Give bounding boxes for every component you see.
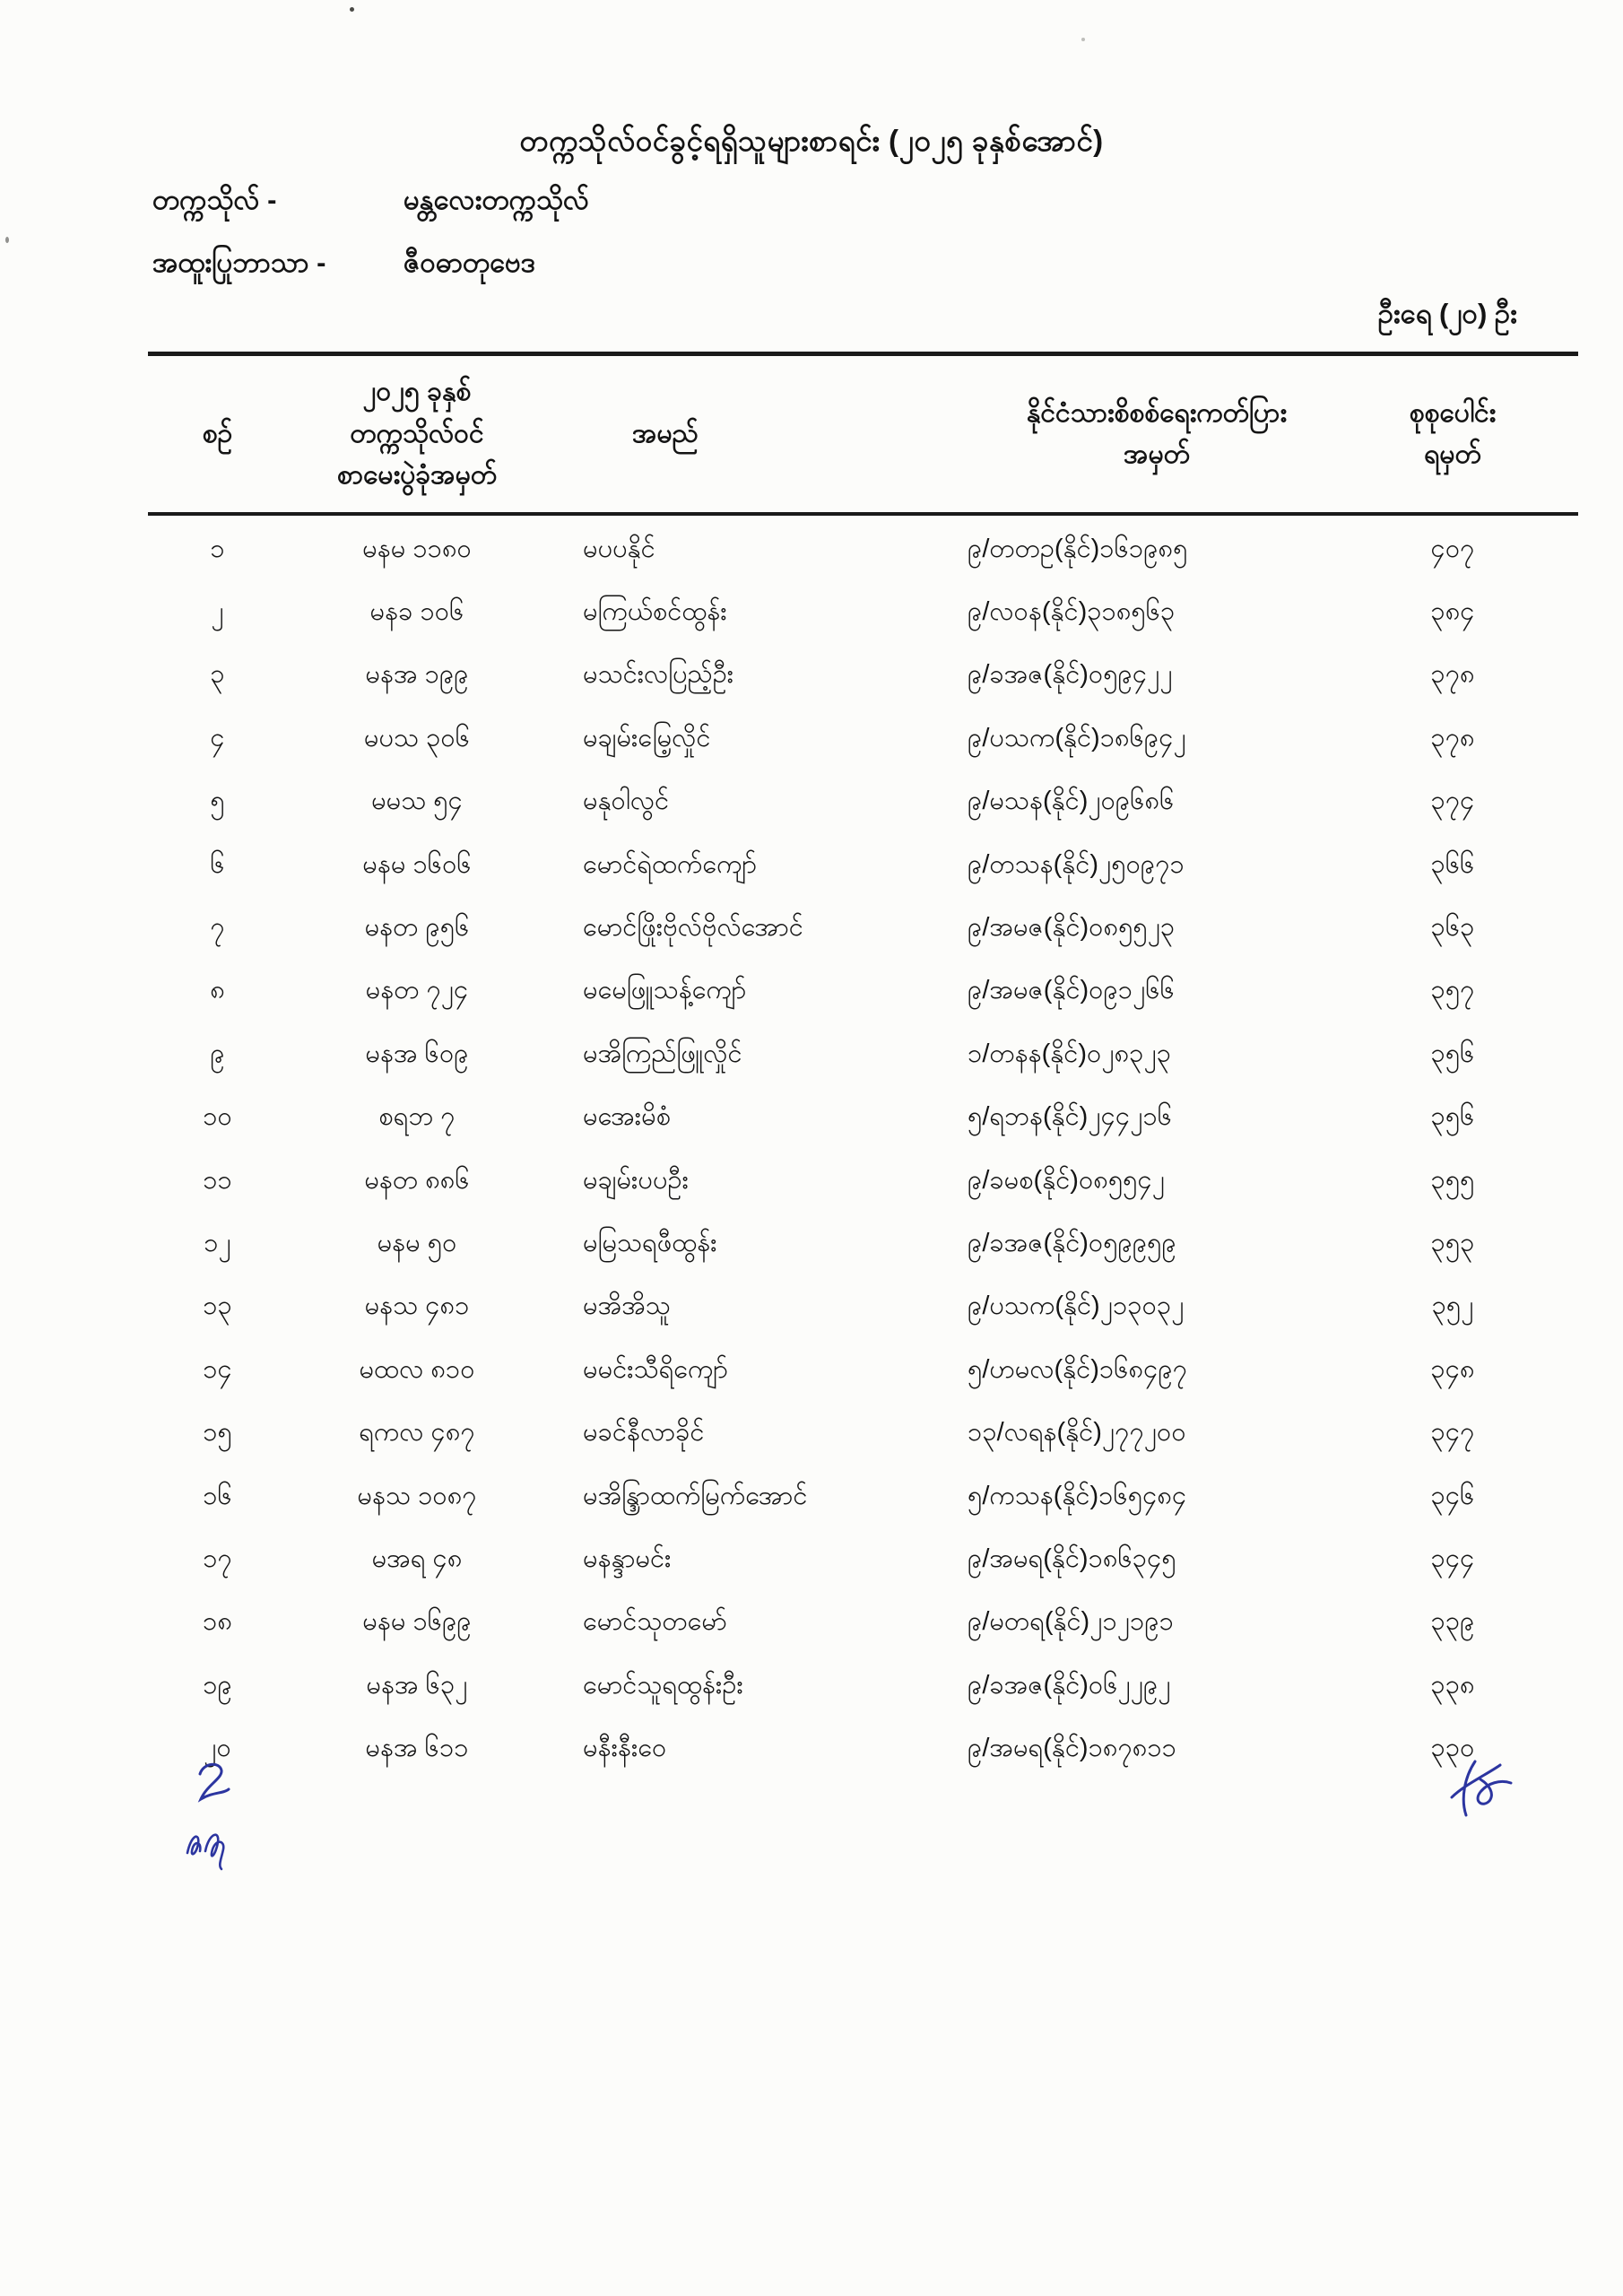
cell-total: ၃၆၃ <box>1430 913 1475 943</box>
header-nrc-line1: နိုင်ငံသားစိစစ်ရေးကတ်ပြား <box>1026 397 1288 428</box>
table-row <box>148 961 1578 1024</box>
table-row <box>148 1340 1578 1403</box>
cell-roll: မနသ ၁၀၈၇ <box>357 1481 477 1510</box>
handwritten-initials <box>184 1826 241 1876</box>
cell-name: မကြယ်စင်ထွန်း <box>583 597 727 627</box>
cell-name: မောင်သုတမော် <box>583 1607 727 1637</box>
cell-name: မသင်းလပြည့်ဦး <box>583 660 734 690</box>
table-row <box>148 582 1578 645</box>
cell-serial: ၅ <box>210 787 225 816</box>
cell-nrc: ၉/မသန(နိုင်)၂၀၉၆၈၆ <box>968 787 1175 816</box>
header-name: အမည် <box>632 418 699 448</box>
cell-name: မအိန္ဒြာထက်မြက်အောင် <box>583 1481 808 1510</box>
headcount-note: ဦးရေ (၂၀) ဦး <box>1377 298 1517 329</box>
cell-total: ၃၇၈ <box>1430 723 1475 752</box>
cell-nrc: ၉/ခမစ(နိုင်)၀၈၅၅၄၂ <box>968 1165 1166 1195</box>
cell-roll: မနအ ၆၃၂ <box>366 1670 468 1700</box>
header-serial: စဉ် <box>202 418 233 448</box>
table-header-row <box>148 352 1578 516</box>
header-roll-number <box>287 371 547 497</box>
cell-nrc: ၉/မတရ(နိုင်)၂၁၂၁၉၁ <box>968 1607 1174 1637</box>
cell-nrc: ၉/အမဇ(နိုင်)၀၈၅၅၂၃ <box>968 913 1176 943</box>
table-row <box>148 898 1578 961</box>
cell-total: ၃၄၄ <box>1430 1544 1475 1573</box>
cell-name: မောင်ဖြိုးဗိုလ်ဗိုလ်အောင် <box>583 913 803 943</box>
cell-name: မအိအိသူ <box>583 1292 671 1321</box>
table-row <box>148 646 1578 709</box>
cell-total: ၃၃၀ <box>1430 1734 1475 1763</box>
cell-name: မအေးမိစံ <box>583 1102 672 1132</box>
cell-name: မောင်သူရထွန်းဦး <box>583 1670 743 1700</box>
table-row <box>148 709 1578 771</box>
scan-speckle <box>350 7 354 12</box>
cell-name: မောင်ရဲထက်ကျော် <box>583 849 758 879</box>
cell-serial: ၁၅ <box>203 1418 232 1448</box>
cell-serial: ၁ <box>210 534 225 563</box>
cell-name: မမြသရဖီထွန်း <box>583 1228 717 1257</box>
cell-nrc: ၅/ဟမလ(နိုင်)၁၆၈၄၉၇ <box>968 1354 1188 1384</box>
cell-name: မချမ်းပပဦး <box>583 1165 689 1195</box>
cell-serial: ၃ <box>210 660 225 690</box>
cell-roll: မနမ ၅၀ <box>377 1228 457 1257</box>
header-roll-line1: ၂၀၂၅ ခုနှစ် <box>362 377 472 407</box>
university-value: မန္တလေးတက္ကသိုလ် <box>404 184 590 215</box>
cell-roll: မနမ ၁၆၀၆ <box>362 849 472 879</box>
cell-name: မအိကြည်ဖြူလှိုင် <box>583 1039 742 1068</box>
table-row <box>148 1024 1578 1087</box>
table-row <box>148 1529 1578 1592</box>
header-total-line2: ရမှတ် <box>1424 439 1481 469</box>
cell-nrc: ၉/တတဥ(နိုင်)၁၆၁၉၈၅ <box>968 534 1188 563</box>
cell-name: မနန္ဒာမင်း <box>583 1544 672 1573</box>
cell-serial: ၁၈ <box>203 1607 232 1637</box>
cell-nrc: ၅/ကသန(နိုင်)၁၆၅၄၈၄ <box>968 1481 1187 1510</box>
table-row <box>148 1593 1578 1656</box>
cell-total: ၃၄၈ <box>1430 1354 1475 1384</box>
cell-name: မမင်းသီရိကျော် <box>583 1354 728 1384</box>
cell-serial: ၇ <box>210 913 225 943</box>
cell-serial: ၁၀ <box>203 1102 232 1132</box>
cell-nrc: ၉/ခအဇ(နိုင်)၀၆၂၂၉၂ <box>968 1670 1171 1700</box>
cell-name: မခင်နီလာခိုင် <box>583 1418 705 1448</box>
cell-nrc: ၉/လဝန(နိုင်)၃၁၈၅၆၃ <box>968 597 1176 627</box>
cell-nrc: ၉/တသန(နိုင်)၂၅၀၉၇၁ <box>968 849 1185 879</box>
subject-value: ဇီဝဓာတုဗေဒ <box>404 247 535 278</box>
cell-roll: မထလ ၈၁၀ <box>359 1354 475 1384</box>
table-row <box>148 772 1578 835</box>
cell-roll: မနအ ၆၀၉ <box>365 1039 469 1068</box>
scan-speckle <box>5 237 9 243</box>
cell-serial: ၆ <box>210 849 225 879</box>
header-total-marks <box>1327 393 1578 476</box>
cell-nrc: ၉/ပသက(နိုင်)၁၈၆၉၄၂ <box>968 723 1186 752</box>
cell-nrc: ၉/ခအဇ(နိုင်)၀၅၉၉၅၉ <box>968 1228 1176 1257</box>
cell-total: ၃၅၂ <box>1431 1292 1474 1321</box>
cell-roll: မမသ ၅၄ <box>371 787 463 816</box>
cell-nrc: ၁၃/လရန(နိုင်)၂၇၇၂၀၀ <box>968 1418 1186 1448</box>
cell-name: မချမ်းမြေ့လှိုင် <box>583 723 711 752</box>
cell-roll: မနသ ၄၈၁ <box>364 1292 470 1321</box>
cell-total: ၃၇၈ <box>1430 660 1475 690</box>
cell-roll: မနတ ၉၅၆ <box>364 913 470 943</box>
handwritten-signature <box>1448 1758 1520 1822</box>
cell-serial: ၁၉ <box>203 1670 232 1700</box>
cell-serial: ၉ <box>210 1039 225 1068</box>
table-row <box>148 1277 1578 1340</box>
cell-serial: ၄ <box>210 723 225 752</box>
subject-label: အထူးပြုဘာသာ - <box>152 247 326 278</box>
cell-roll: မနအ ၆၁၁ <box>365 1734 469 1763</box>
table-row <box>148 1403 1578 1465</box>
cell-roll: မနမ ၁၁၈၀ <box>362 534 472 563</box>
cell-total: ၃၅၆ <box>1430 1102 1475 1132</box>
cell-total: ၃၈၄ <box>1430 597 1475 627</box>
cell-name: မနီးနီးဝေ <box>583 1734 667 1763</box>
cell-nrc: ၉/အမရ(နိုင်)၁၈၇၈၁၁ <box>968 1734 1176 1763</box>
document-title: တက္ကသိုလ်ဝင်ခွင့်ရရှိသူများစာရင်း (၂၀၂၅ ခုနှစ်အောင်) <box>519 124 1104 157</box>
cell-total: ၄၀၇ <box>1430 534 1475 563</box>
handwritten-check-mark <box>193 1760 236 1813</box>
cell-serial: ၈ <box>210 976 225 1005</box>
cell-serial: ၁၆ <box>203 1481 232 1510</box>
cell-roll: မနခ ၁၀၆ <box>369 597 464 627</box>
cell-name: မနုဝါလွင် <box>583 787 670 816</box>
table-row <box>148 1213 1578 1276</box>
university-label: တက္ကသိုလ် - <box>152 184 277 215</box>
header-total-line1: စုစုပေါင်း <box>1409 397 1497 428</box>
cell-total: ၃၅၆ <box>1430 1039 1475 1068</box>
cell-roll: မအရ ၄၈ <box>371 1544 463 1573</box>
header-nrc-line2: အမှတ် <box>1124 439 1190 469</box>
table-row <box>148 1656 1578 1718</box>
cell-serial: ၁၂ <box>204 1228 231 1257</box>
cell-total: ၃၇၄ <box>1430 787 1475 816</box>
cell-total: ၃၅၇ <box>1430 976 1475 1005</box>
cell-total: ၃၄၇ <box>1430 1418 1475 1448</box>
table-row <box>148 1718 1578 1781</box>
cell-roll: မနတ ၈၈၆ <box>364 1165 470 1195</box>
table-row <box>148 1466 1578 1529</box>
table-row <box>148 519 1578 582</box>
cell-name: မပပနိုင် <box>583 534 655 563</box>
cell-roll: မပသ ၃၀၆ <box>363 723 471 752</box>
table-body <box>148 519 1578 1782</box>
cell-name: မမေဖြူသန့်ကျော် <box>583 976 747 1005</box>
cell-total: ၃၅၅ <box>1430 1165 1475 1195</box>
table-row <box>148 1151 1578 1213</box>
cell-serial: ၁၃ <box>203 1292 232 1321</box>
cell-serial: ၁၁ <box>203 1165 232 1195</box>
cell-roll: မနတ ၇၂၄ <box>365 976 469 1005</box>
cell-nrc: ၉/အမရ(နိုင်)၁၈၆၃၄၅ <box>968 1544 1176 1573</box>
cell-total: ၃၄၆ <box>1430 1481 1475 1510</box>
scan-speckle <box>1081 38 1085 41</box>
cell-roll: စရဘ ၇ <box>378 1102 456 1132</box>
cell-total: ၃၃၉ <box>1430 1607 1475 1637</box>
header-nrc-number <box>950 393 1327 476</box>
cell-nrc: ၉/အမဇ(နိုင်)၀၉၁၂၆၆ <box>968 976 1175 1005</box>
cell-serial: ၂ <box>211 597 224 627</box>
header-roll-line2: တက္ကသိုလ်ဝင် <box>350 418 484 448</box>
cell-total: ၃၅၃ <box>1430 1228 1475 1257</box>
cell-roll: မနအ ၁၉၉ <box>365 660 469 690</box>
cell-serial: ၂၀ <box>204 1734 231 1763</box>
cell-roll: ရကလ ၄၈၇ <box>359 1418 475 1448</box>
cell-roll: မနမ ၁၆၉၉ <box>362 1607 472 1637</box>
cell-nrc: ၁/တနန(နိုင်)၀၂၈၃၂၃ <box>968 1039 1172 1068</box>
cell-total: ၃၃၈ <box>1430 1670 1475 1700</box>
cell-nrc: ၉/ပသက(နိုင်)၂၁၃၀၃၂ <box>968 1292 1185 1321</box>
header-roll-line3: စာမေးပွဲခုံအမှတ် <box>336 460 498 491</box>
table-row <box>148 1088 1578 1151</box>
table-row <box>148 835 1578 898</box>
cell-serial: ၁၄ <box>203 1354 232 1384</box>
cell-nrc: ၉/ခအဇ(နိုင်)၀၅၉၄၂၂ <box>968 660 1173 690</box>
cell-serial: ၁၇ <box>203 1544 232 1573</box>
cell-nrc: ၅/ရဘန(နိုင်)၂၄၄၂၁၆ <box>968 1102 1173 1132</box>
cell-total: ၃၆၆ <box>1430 849 1475 879</box>
